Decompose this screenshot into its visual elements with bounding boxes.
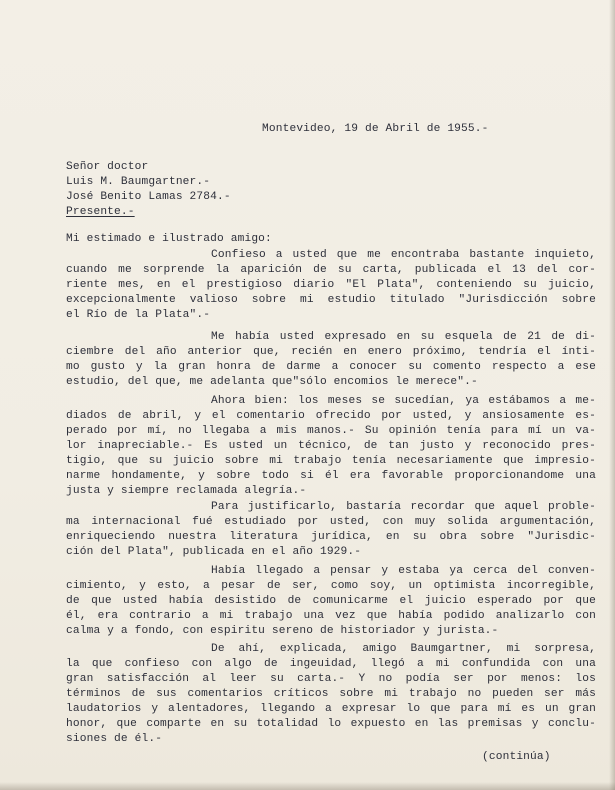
paragraph-4-line-2: ma internacional fué estudiado por usted, con muy solida argumentación, bbox=[66, 516, 596, 528]
paragraph-2-line-4: estudio, del que, me adelanta que"sólo encomios le merece".- bbox=[66, 376, 478, 388]
paragraph-1-line-5: el Río de la Plata".- bbox=[66, 309, 211, 321]
paragraph-3-line-7: justa y siempre reclamada alegría.- bbox=[66, 485, 307, 497]
salutation: Mi estimado e ilustrado amigo: bbox=[66, 233, 272, 245]
paragraph-6-line-5: laudatorios y alentadores, llegando a expresar lo que para mí es un gran bbox=[66, 703, 596, 715]
paragraph-1-line-3: riente mes, en el prestigioso diario "El Plata", conteniendo su juicio, bbox=[66, 279, 596, 291]
continuation-marker: (continúa) bbox=[482, 751, 551, 763]
paragraph-3-line-3: perado por mí, no llegaba a mis manos.- Su opinión tenía para mí un va- bbox=[66, 425, 596, 437]
addressee-street: José Benito Lamas 2784.- bbox=[66, 191, 231, 203]
paragraph-5-line-3: de que usted había desistido de comunicarme el juicio esperado por que bbox=[66, 595, 596, 607]
paragraph-4-line-4: ción del Plata", publicada en el año 1929.- bbox=[66, 546, 362, 558]
paragraph-2-line-1: Me había usted expresado en su esquela de 21 de di- bbox=[211, 331, 596, 343]
paper-bottom-edge-shadow bbox=[0, 782, 615, 790]
paragraph-6-line-4: términos de sus comentarios críticos sobre mi trabajo no pueden ser más bbox=[66, 688, 596, 700]
paper-right-edge-shadow bbox=[609, 0, 615, 790]
paragraph-1-line-4: excepcionalmente valioso sobre mi estudio titulado "Jurisdicción sobre bbox=[66, 294, 596, 306]
paragraph-3-line-1: Ahora bien: los meses se sucedían, ya estábamos a me- bbox=[211, 395, 596, 407]
addressee-title: Señor doctor bbox=[66, 161, 149, 173]
paragraph-4-line-3: enriqueciendo nuestra literatura jurídica, en su obra sobre "Jurisdic- bbox=[66, 531, 596, 543]
paragraph-1-line-2: cuando me sorprende la aparición de su carta, publicada el 13 del cor- bbox=[66, 264, 596, 276]
paragraph-6-line-3: gran satisfacción al leer su carta.- Y no podía ser por menos: los bbox=[66, 673, 596, 685]
paragraph-2-line-3: mo gusto y la gran honra de darme a conocer su comento respecto a ese bbox=[66, 361, 596, 373]
paragraph-4-line-1: Para justificarlo, bastaría recordar que aquel proble- bbox=[211, 501, 596, 513]
paragraph-3-line-5: tigio, que su juicio sobre mi trabajo tenía necesariamente que impresio- bbox=[66, 455, 596, 467]
addressee-presente: Presente.- bbox=[66, 206, 135, 218]
paragraph-6-line-7: siones de él.- bbox=[66, 733, 163, 745]
paragraph-3-line-4: lor inapreciable.- Es usted un técnico, de tan justo y reconocido pres- bbox=[66, 440, 596, 452]
paragraph-1-line-1: Confieso a usted que me encontraba bastante inquieto, bbox=[211, 249, 596, 261]
paragraph-6-line-6: honor, que comparte en su totalidad lo expuesto en las premisas y conclu- bbox=[66, 718, 596, 730]
paragraph-5-line-1: Había llegado a pensar y estaba ya cerca del conven- bbox=[211, 565, 596, 577]
paragraph-2-line-2: ciembre del año anterior que, recién en enero próximo, tendría el ínti- bbox=[66, 346, 596, 358]
dateline: Montevideo, 19 de Abril de 1955.- bbox=[262, 123, 489, 135]
paragraph-5-line-5: calma y a fondo, con espiritu sereno de historiador y jurista.- bbox=[66, 625, 499, 637]
paragraph-3-line-2: diados de abril, y el comentario ofrecido por usted, y ansiosamente es- bbox=[66, 410, 596, 422]
paragraph-6-line-2: la que confieso con algo de ingeuidad, llegó a mi confundida con una bbox=[66, 658, 596, 670]
paragraph-6-line-1: De ahí, explicada, amigo Baumgartner, mi sorpresa, bbox=[211, 643, 596, 655]
paragraph-3-line-6: narme hondamente, y sobre todo si él era favorable proporcionandome una bbox=[66, 470, 596, 482]
paragraph-5-line-2: cimiento, y esto, a pesar de ser, como soy, un optimista incorregible, bbox=[66, 580, 596, 592]
addressee-name: Luis M. Baumgartner.- bbox=[66, 176, 211, 188]
paragraph-5-line-4: él, era contrario a mi trabajo una vez que había podido analizarlo con bbox=[66, 610, 596, 622]
